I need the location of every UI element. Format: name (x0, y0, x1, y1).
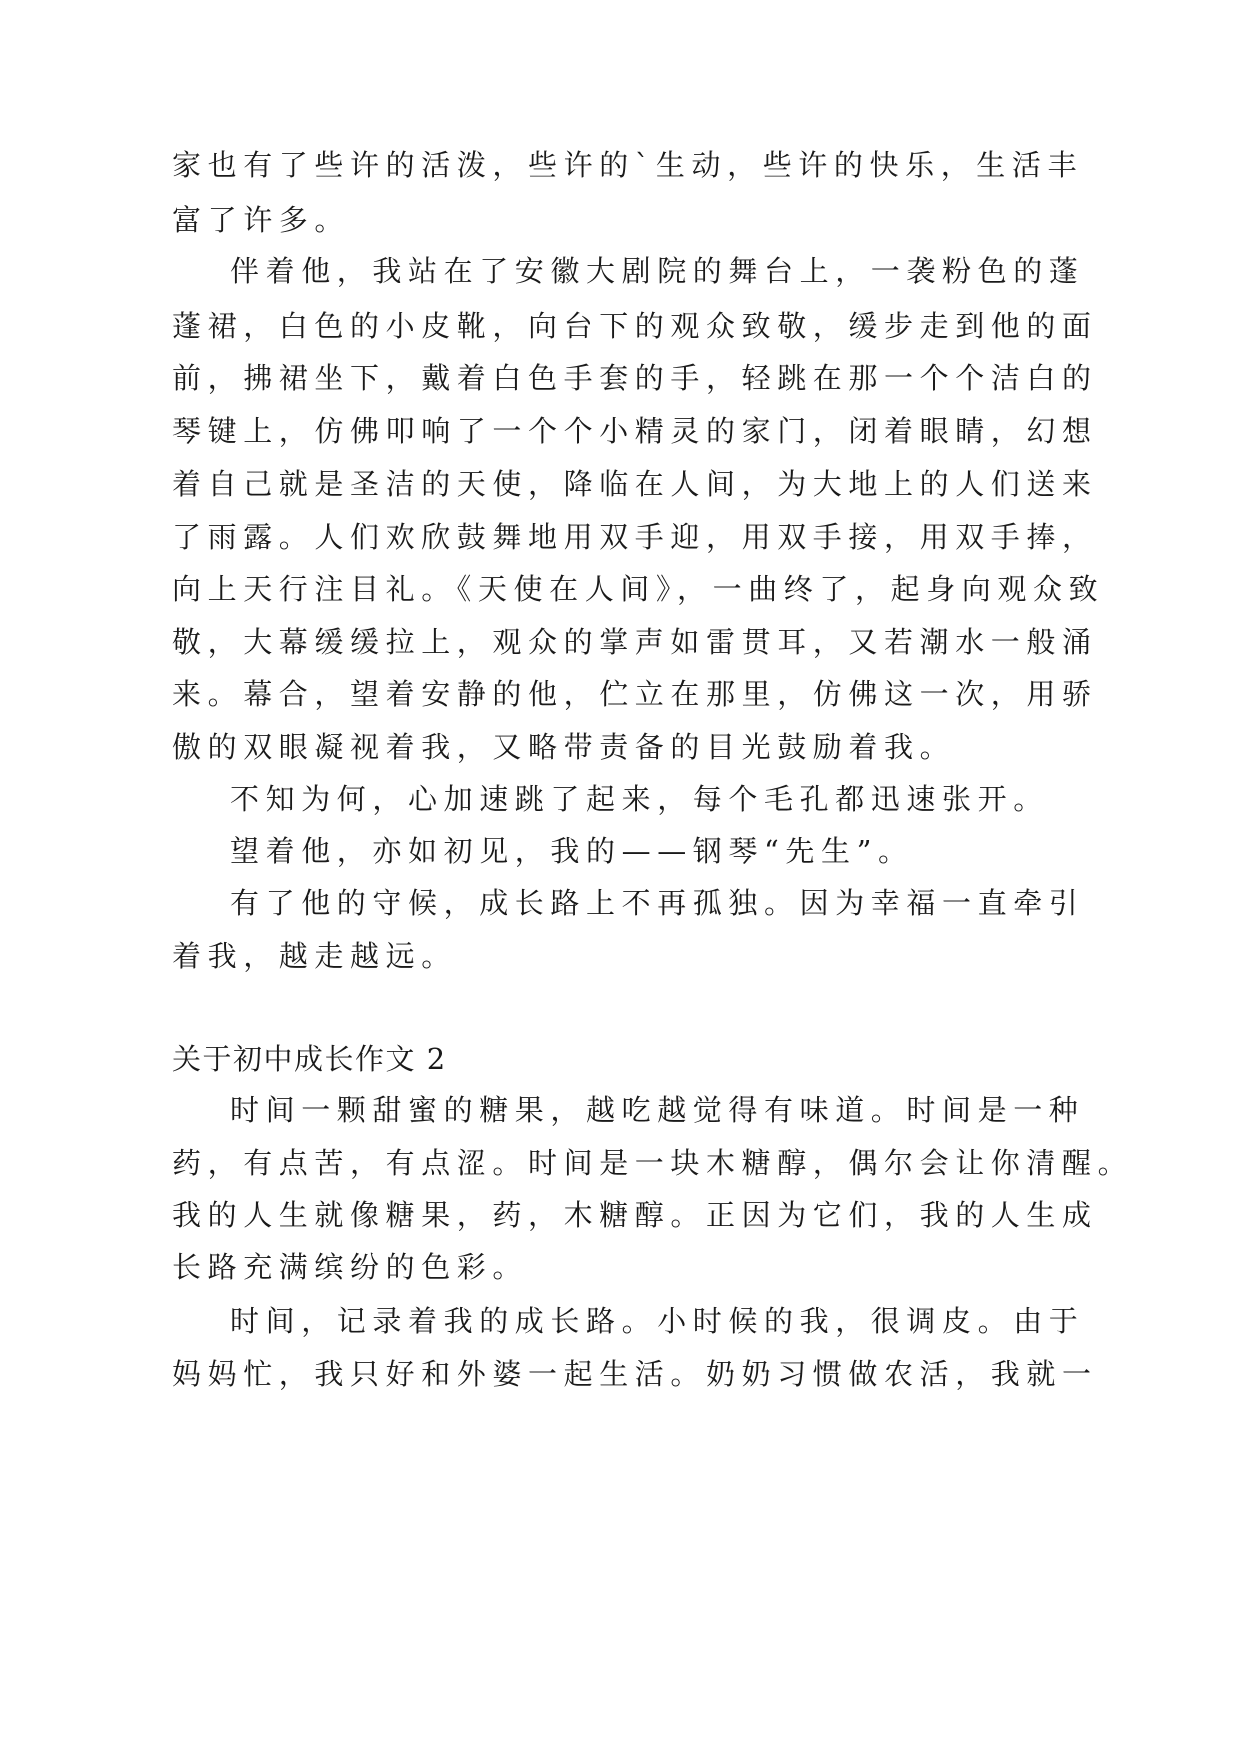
text-line-content: 着自己就是圣洁的天使，降临在人间，为大地上的人们送来 (172, 467, 1098, 501)
text-line-content: 望着他，亦如初见，我的——钢琴“先生”。 (230, 834, 914, 868)
text-line-content: 了雨露。人们欢欣鼓舞地用双手迎，用双手接，用双手捧， (172, 520, 1098, 554)
text-line-content: 着我，越走越远。 (172, 939, 457, 973)
text-line (0, 613, 1241, 671)
text-line-content: 琴键上，仿佛叩响了一个个小精灵的家门，闭着眼睛，幻想 (172, 414, 1098, 448)
text-line-content: 来。幕合，望着安静的他，伫立在那里，仿佛这一次，用骄 (172, 677, 1098, 711)
text-line-content: 妈妈忙，我只好和外婆一起生活。奶奶习惯做农活，我就一 (172, 1357, 1098, 1391)
paragraph-first-line (0, 1292, 1241, 1350)
text-line-content: 有了他的守候，成长路上不再孤独。因为幸福一直牵引 (230, 886, 1085, 920)
text-line-content: 蓬裙，白色的小皮靴，向台下的观众致敬，缓步走到他的面 (172, 309, 1098, 343)
text-line-content: 时间，记录着我的成长路。小时候的我，很调皮。由于 (230, 1304, 1085, 1338)
text-line (0, 191, 1241, 249)
text-line (0, 297, 1241, 355)
paragraph-first-line (0, 770, 1241, 828)
text-line-content: 药，有点苦，有点涩。时间是一块木糖醇，偶尔会让你清醒。 (172, 1146, 1134, 1180)
section-heading-text: 关于初中成长作文 2 (172, 1042, 447, 1076)
text-line-content: 傲的双眼凝视着我，又略带责备的目光鼓励着我。 (172, 730, 956, 764)
text-line-content: 前，拂裙坐下，戴着白色手套的手，轻跳在那一个个洁白的 (172, 361, 1098, 395)
text-line (0, 402, 1241, 460)
text-line-content: 我的人生就像糖果，药，木糖醇。正因为它们，我的人生成 (172, 1198, 1098, 1232)
text-line (0, 349, 1241, 407)
text-line (0, 665, 1241, 723)
text-line (0, 1345, 1241, 1403)
text-line-content: 向上天行注目礼。《天使在人间》，一曲终了，起身向观众致 (172, 572, 1105, 606)
paragraph-first-line (0, 242, 1241, 300)
section-heading (0, 1030, 1241, 1088)
text-line (0, 1186, 1241, 1244)
text-line (0, 1238, 1241, 1296)
text-line-content: 伴着他，我站在了安徽大剧院的舞台上，一袭粉色的蓬 (230, 254, 1085, 288)
text-line (0, 560, 1241, 618)
text-line (0, 136, 1241, 194)
text-line-content: 不知为何，心加速跳了起来，每个毛孔都迅速张开。 (230, 782, 1049, 816)
text-line (0, 508, 1241, 566)
paragraph-first-line (0, 874, 1241, 932)
text-line (0, 718, 1241, 776)
paragraph-first-line (0, 1081, 1241, 1139)
text-line (0, 1134, 1241, 1192)
text-line-content: 敬，大幕缓缓拉上，观众的掌声如雷贯耳，又若潮水一般涌 (172, 625, 1098, 659)
text-line-content: 时间一颗甜蜜的糖果，越吃越觉得有味道。时间是一种 (230, 1093, 1085, 1127)
text-line (0, 455, 1241, 513)
text-line-content: 长路充满缤纷的色彩。 (172, 1250, 529, 1284)
text-line-content: 家也有了些许的活泼，些许的`生动，些许的快乐，生活丰 (172, 148, 1084, 182)
text-line (0, 927, 1241, 985)
paragraph-first-line (0, 822, 1241, 880)
text-line-content: 富了许多。 (172, 203, 351, 237)
